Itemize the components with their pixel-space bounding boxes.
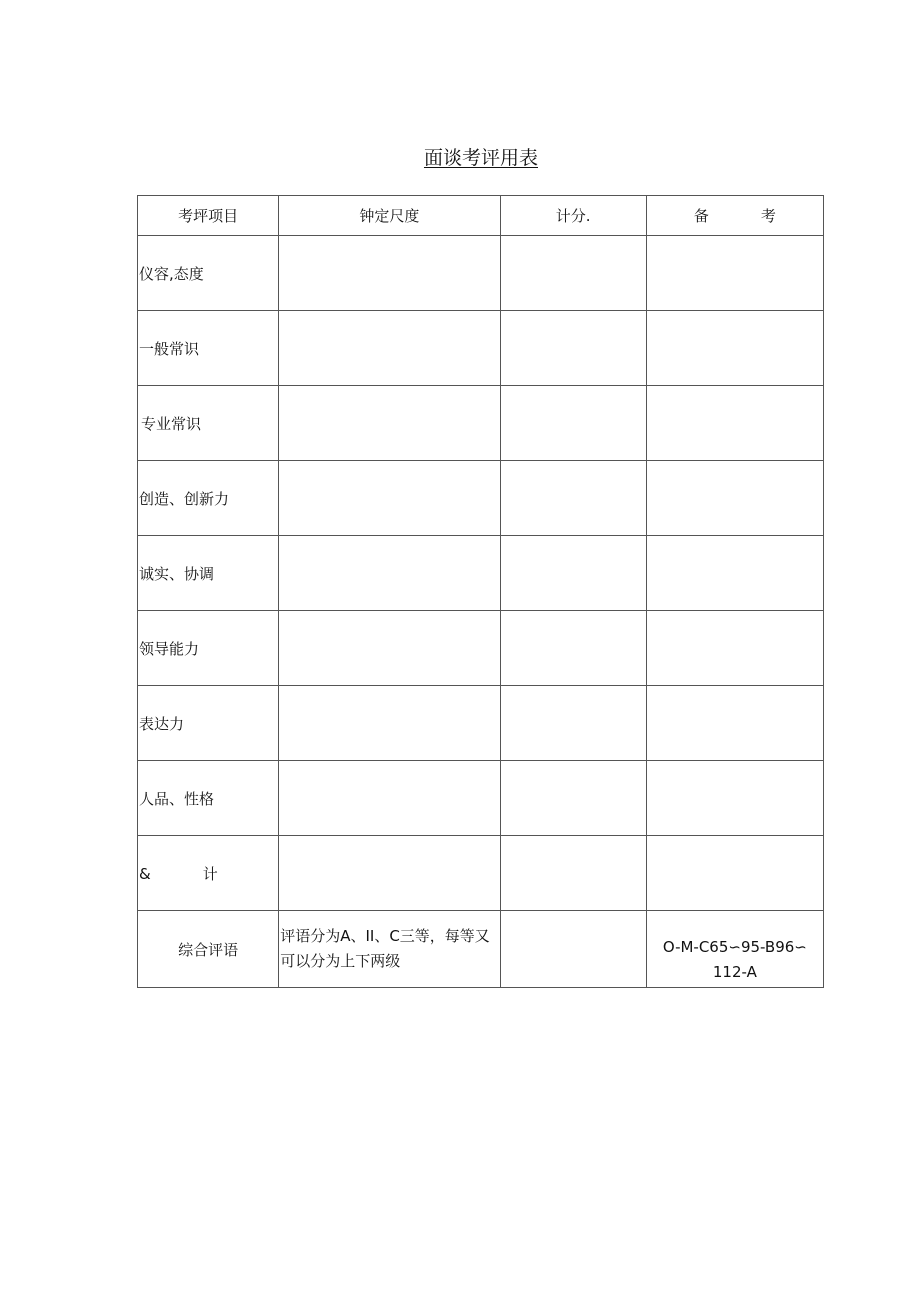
note-cell[interactable] xyxy=(646,236,823,311)
header-item: 考坪项目 xyxy=(138,196,279,236)
note-cell[interactable] xyxy=(646,536,823,611)
table-row xyxy=(138,761,824,836)
scale-cell[interactable] xyxy=(279,311,500,386)
total-note-cell[interactable] xyxy=(646,836,823,911)
summary-label: 综合评语 xyxy=(138,911,279,988)
score-cell[interactable] xyxy=(500,461,646,536)
score-cell[interactable] xyxy=(500,761,646,836)
summary-note-line2: 112-A xyxy=(712,963,757,981)
table-row xyxy=(138,686,824,761)
table-row xyxy=(138,611,824,686)
scale-cell[interactable] xyxy=(279,386,500,461)
score-cell[interactable] xyxy=(500,686,646,761)
item-label: 领导能力 xyxy=(138,611,279,686)
item-label: 诚实、协调 xyxy=(138,536,279,611)
header-note xyxy=(646,196,823,236)
table-header-row xyxy=(138,196,824,236)
summary-scale-line2: 可以分为上下两级 xyxy=(280,952,401,970)
total-scale-cell[interactable] xyxy=(279,836,500,911)
total-row xyxy=(138,836,824,911)
evaluation-table xyxy=(137,195,824,988)
item-label: 一般常识 xyxy=(138,311,279,386)
score-cell[interactable] xyxy=(500,536,646,611)
item-label: 表达力 xyxy=(138,686,279,761)
table-row xyxy=(138,536,824,611)
total-label-part1: & xyxy=(139,864,151,883)
scale-cell[interactable] xyxy=(279,761,500,836)
note-cell[interactable] xyxy=(646,686,823,761)
total-label xyxy=(138,836,279,911)
summary-note-text xyxy=(646,911,823,988)
table-row xyxy=(138,236,824,311)
scale-cell[interactable] xyxy=(279,536,500,611)
note-cell[interactable] xyxy=(646,761,823,836)
header-note-part2: 考 xyxy=(760,207,776,225)
scale-cell[interactable] xyxy=(279,461,500,536)
page-title: 面谈考评用表 xyxy=(423,147,538,169)
summary-row xyxy=(138,911,824,988)
item-label: 专业常识 xyxy=(138,386,279,461)
summary-note-line1: O-M-C65∽95-B96∽ xyxy=(662,938,807,956)
table-row xyxy=(138,386,824,461)
scale-cell[interactable] xyxy=(279,611,500,686)
note-cell[interactable] xyxy=(646,611,823,686)
score-cell[interactable] xyxy=(500,311,646,386)
item-label: 创造、创新力 xyxy=(138,461,279,536)
summary-score-cell[interactable] xyxy=(500,911,646,988)
item-label: 仪容,态度 xyxy=(138,236,279,311)
summary-scale-text xyxy=(279,911,500,988)
note-cell[interactable] xyxy=(646,386,823,461)
total-score-cell[interactable] xyxy=(500,836,646,911)
score-cell[interactable] xyxy=(500,611,646,686)
note-cell[interactable] xyxy=(646,311,823,386)
header-score: 计分. xyxy=(500,196,646,236)
score-cell[interactable] xyxy=(500,386,646,461)
table-row xyxy=(138,461,824,536)
header-scale: 钟定尺度 xyxy=(279,196,500,236)
note-cell[interactable] xyxy=(646,461,823,536)
scale-cell[interactable] xyxy=(279,686,500,761)
total-label-part2: 计 xyxy=(202,864,218,883)
header-note-part1: 备 xyxy=(693,207,709,225)
scale-cell[interactable] xyxy=(279,236,500,311)
summary-scale-line1: 评语分为A、II、C三等，每等又 xyxy=(280,927,490,945)
score-cell[interactable] xyxy=(500,236,646,311)
table-row xyxy=(138,311,824,386)
item-label: 人品、性格 xyxy=(138,761,279,836)
